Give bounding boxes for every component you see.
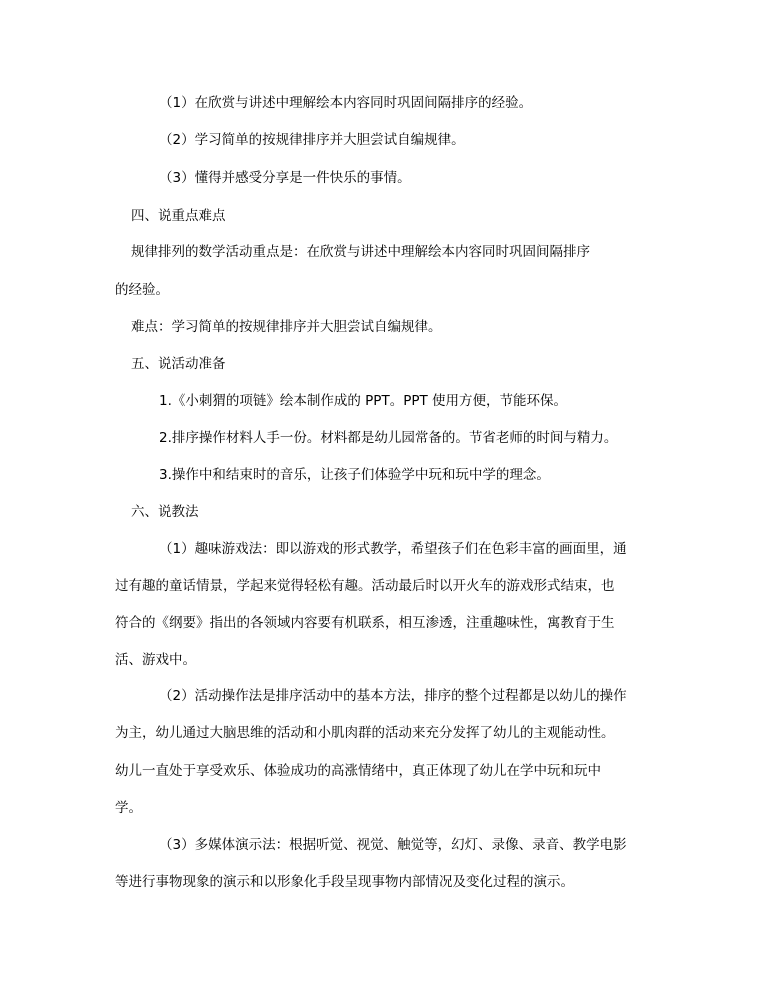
prep-item-1: 1.《小刺猬的项链》绘本制作成的 PPT。PPT 使用方便，节能环保。 — [159, 393, 568, 409]
paragraph-line: 过有趣的童话情景，学起来觉得轻松有趣。活动最后时以开火车的游戏形式结束，也 — [115, 578, 615, 594]
paragraph-line: 等进行事物现象的演示和以形象化手段呈现事物内部情况及变化过程的演示。 — [115, 874, 574, 890]
paragraph-line: （2）活动操作法是排序活动中的基本方法，排序的整个过程都是以幼儿的操作 — [159, 688, 627, 704]
goal-item-1: （1）在欣赏与讲述中理解绘本内容同时巩固间隔排序的经验。 — [159, 95, 533, 111]
goal-item-3: （3）懂得并感受分享是一件快乐的事情。 — [159, 170, 411, 186]
paragraph-line: 难点：学习简单的按规律排序并大胆尝试自编规律。 — [131, 319, 442, 335]
paragraph-line: 符合的《纲要》指出的各领域内容要有机联系，相互渗透，注重趣味性，寓教育于生 — [115, 615, 615, 631]
paragraph-line: 幼儿一直处于享受欢乐、体验成功的高涨情绪中，真正体现了幼儿在学中玩和玩中 — [115, 763, 601, 779]
section-heading-5: 五、说活动准备 — [131, 356, 226, 372]
goal-item-2: （2）学习简单的按规律排序并大胆尝试自编规律。 — [159, 132, 465, 148]
paragraph-line: 活、游戏中。 — [115, 652, 196, 668]
paragraph-line: （3）多媒体演示法：根据听觉、视觉、触觉等，幻灯、录像、录音、教学电影 — [159, 837, 627, 853]
paragraph-line: 学。 — [115, 800, 142, 816]
paragraph-line: 规律排列的数学活动重点是：在欣赏与讲述中理解绘本内容同时巩固间隔排序 — [131, 244, 590, 260]
paragraph-line: 为主，幼儿通过大脑思维的活动和小肌肉群的活动来充分发挥了幼儿的主观能动性。 — [115, 725, 615, 741]
paragraph-line: 的经验。 — [115, 282, 169, 298]
paragraph-line: （1）趣味游戏法：即以游戏的形式教学，希望孩子们在色彩丰富的画面里，通 — [159, 541, 627, 557]
prep-item-3: 3.操作中和结束时的音乐，让孩子们体验学中玩和玩中学的理念。 — [159, 467, 550, 483]
prep-item-2: 2.排序操作材料人手一份。材料都是幼儿园常备的。节省老师的时间与精力。 — [159, 430, 618, 446]
section-heading-4: 四、说重点难点 — [131, 208, 226, 224]
section-heading-6: 六、说教法 — [131, 504, 199, 520]
